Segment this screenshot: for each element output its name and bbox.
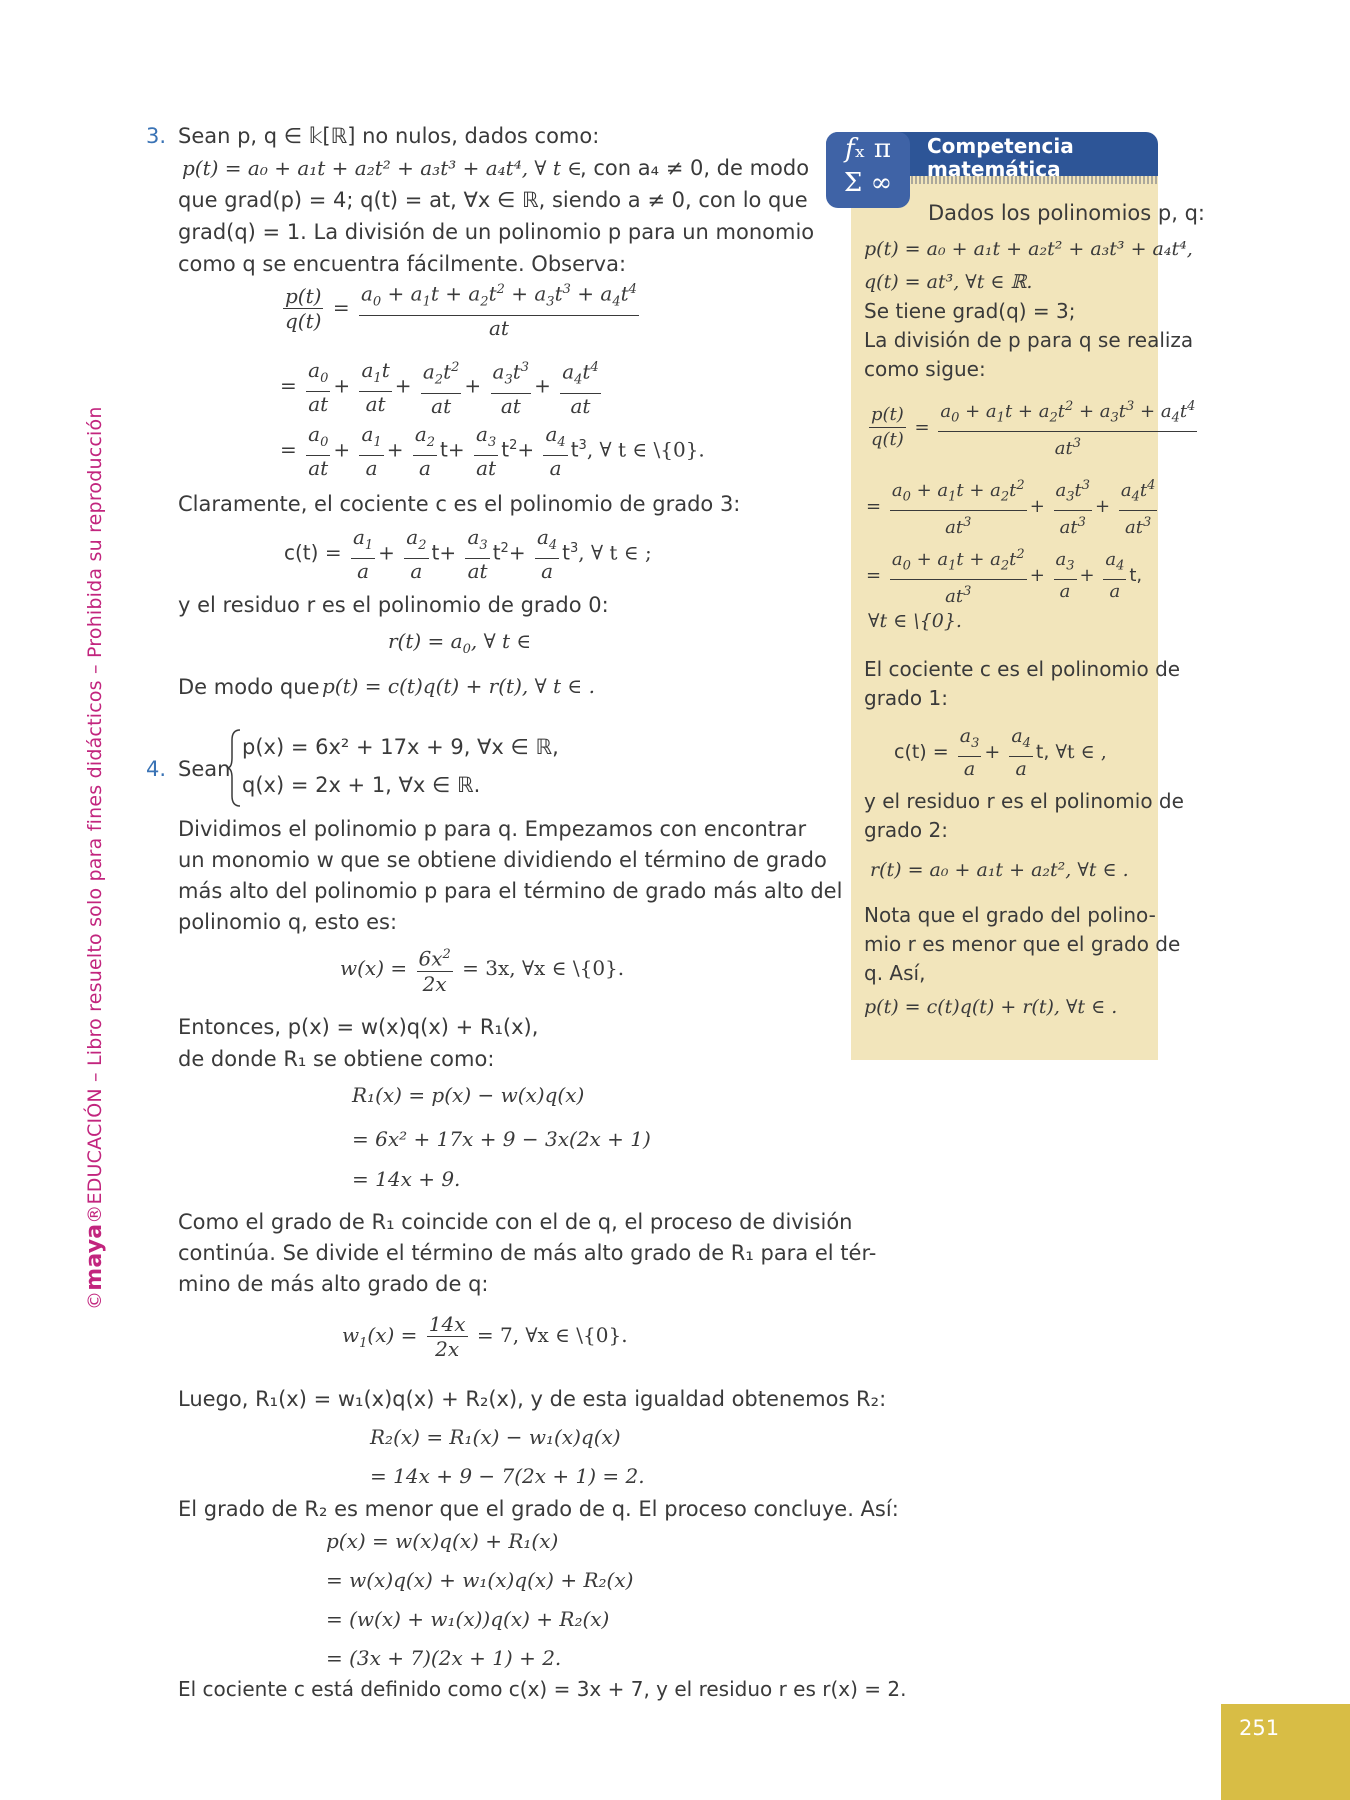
ex3-line-4: como q se encuentra fácilmente. Observa:	[178, 252, 627, 276]
box-line-3: q(t) = at³, ∀t ∈ ℝ.	[864, 271, 1033, 293]
ex4-middle-2: continúa. Se divide el término de más alto grado de R₁ para el tér-	[178, 1241, 877, 1265]
box-line-5: La división de p para q se realiza	[864, 328, 1194, 352]
box-residue-eq: r(t) = a₀ + a₁t + a₂t², ∀t ∈ .	[870, 859, 1129, 881]
ex4-line-3: más alto del polinomio p para el término de grado más alto del	[178, 879, 843, 903]
ex3-division-step-3: = $\frac{a_0}{at}$ + $\frac{a_1}{a}$ + $\frac{a_2}{a}$ t+ $\frac{a_3}{at}$ $t^2+$ $\frac{a_4}{a}$ $t^3$, ∀ t ∈ \{0}.	[280, 422, 705, 480]
box-title-1: Competencia	[927, 134, 1074, 158]
ex3-conclusion-3: De modo que	[178, 675, 320, 699]
page-number-tab	[1221, 1704, 1350, 1800]
ex4-middle-1: Como el grado de R₁ coincide con el de q, el proceso de división	[178, 1210, 853, 1234]
ex4-middle-3: mino de más alto grado de q:	[178, 1272, 489, 1296]
ex3-final-eq: p(t) = c(t)q(t) + r(t), ∀ t ∈ .	[322, 674, 595, 698]
ex4-q-def: q(x) = 2x + 1, ∀x ∈ ℝ.	[242, 773, 481, 797]
ex4-summary-2: = w(x)q(x) + w₁(x)q(x) + R₂(x)	[326, 1568, 634, 1592]
box-division-step-2: = $\frac{a_0 + a_1t + a_2t^2}{at^3}$ + $\frac{a_3t^3}{at^3}$ + $\frac{a_4t^4}{at^3}$	[866, 474, 1160, 540]
ex4-brace	[226, 728, 242, 808]
box-forall-t: ∀t ∈ \{0}.	[868, 610, 962, 632]
ex3-line-3: grad(q) = 1. La división de un polinomio p para un monomio	[178, 220, 815, 244]
box-final-eq: p(t) = c(t)q(t) + r(t), ∀t ∈ .	[864, 996, 1118, 1018]
ex3-line-2: que grad(p) = 4; q(t) = at, ∀x ∈ ℝ, siendo a ≠ 0, con lo que	[178, 188, 808, 212]
math-symbols-icon: 𝑓ₓ π Σ ∞	[826, 132, 910, 208]
page-number: 251	[1239, 1716, 1280, 1740]
ex4-luego: Luego, R₁(x) = w₁(x)q(x) + R₂(x), y de esta igualdad obtenemos R₂:	[178, 1387, 887, 1411]
ex4-de-donde: de donde R₁ se obtiene como:	[178, 1047, 495, 1071]
ex4-w1-eq: $w_1(x)$ = $\frac{14x}{2x}$ = 7, ∀x ∈ \{0}.	[342, 1312, 628, 1361]
ex3-conclusion-1: Claramente, el cociente c es el polinomio de grado 3:	[178, 492, 741, 516]
ex4-fin: El grado de R₂ es menor que el grado de q. El proceso concluye. Así:	[178, 1497, 899, 1521]
ex4-line-4: polinomio q, esto es:	[178, 910, 398, 934]
box-division-step-1: $\frac{p(t)}{q(t)}$ = $\frac{a_0 + a_1t + a_2t^2 + a_3t^3 + a_4t^4}{at^3}$	[866, 395, 1200, 461]
box-line-11: Nota que el grado del polino-	[864, 903, 1156, 927]
box-division-step-3: = $\frac{a_0 + a_1t + a_2t^2}{at^3}$ + $\frac{a_3}{a}$ + $\frac{a_4}{a}$ t,	[866, 543, 1142, 609]
registered-symbol: ®	[84, 1204, 106, 1224]
ex3-quotient-eq: c(t) = $\frac{a_1}{a}$ + $\frac{a_2}{a}$ t+ $\frac{a_3}{at}$ $t^2+$ $\frac{a_4}{a}$ $t^3$, ∀ t ∈ ;	[284, 525, 652, 583]
ex4-r1-step-3: = 14x + 9.	[352, 1167, 461, 1191]
ex4-last: El cociente c está definido como c(x) = 3x + 7, y el residuo r es r(x) = 2.	[178, 1677, 907, 1701]
exercise-4-number: 4.	[146, 757, 167, 781]
box-line-8: grado 1:	[864, 686, 948, 710]
box-quotient-eq: c(t) = $\frac{a_3}{a}$ + $\frac{a_4}{a}$ t, ∀t ∈ ,	[894, 725, 1107, 780]
brand-logo: maya	[82, 1223, 107, 1291]
box-line-9: y el residuo r es el polinomio de	[864, 789, 1184, 813]
exercise-3-intro: Sean p, q ∈ 𝕜[ℝ] no nulos, dados como:	[178, 124, 600, 148]
box-line-6: como sigue:	[864, 357, 986, 381]
side-label-text: EDUCACIÓN – Libro resuelto solo para fines didácticos – Prohibida su reproducción	[84, 406, 106, 1205]
ex4-summary-4: = (3x + 7)(2x + 1) + 2.	[326, 1646, 562, 1670]
exercise-3-number: 3.	[146, 124, 167, 148]
ex4-line-2: un monomio w que se obtiene dividiendo el término de grado	[178, 848, 827, 872]
ex4-r1-step-1: R₁(x) = p(x) − w(x)q(x)	[352, 1083, 585, 1107]
ex3-residue-eq: $r(t) = a_0$, ∀ t ∈	[388, 629, 532, 657]
ex4-p-def: p(x) = 6x² + 17x + 9, ∀x ∈ ℝ,	[242, 735, 559, 759]
copyright-symbol: ©	[84, 1290, 106, 1310]
ex4-summary-3: = (w(x) + w₁(x))q(x) + R₂(x)	[326, 1607, 610, 1631]
ex3-division-step-1: $\frac{p(t)}{q(t)}$ = $\frac{a_0 + a_1t + a_2t^2 + a_3t^3 + a_4t^4}{at}$	[280, 278, 642, 340]
ex4-r2-step-2: = 14x + 9 − 7(2x + 1) = 2.	[370, 1464, 645, 1488]
box-line-2: p(t) = a₀ + a₁t + a₂t² + a₃t³ + a₄t⁴,	[864, 238, 1193, 260]
box-line-7: El cociente c es el polinomio de	[864, 657, 1181, 681]
ex4-sean: Sean	[178, 757, 231, 781]
ex4-summary-1: p(x) = w(x)q(x) + R₁(x)	[326, 1529, 559, 1553]
ex3-polynomial-def: p(t) = a₀ + a₁t + a₂t² + a₃t³ + a₄t⁴, ∀ t ∈	[182, 156, 583, 180]
box-line-1: Dados los polinomios p, q:	[928, 201, 1205, 225]
ex4-r1-step-2: = 6x² + 17x + 9 − 3x(2x + 1)	[352, 1127, 651, 1151]
box-line-13: q. Así,	[864, 961, 926, 985]
ex4-r2-step-1: R₂(x) = R₁(x) − w₁(x)q(x)	[370, 1425, 621, 1449]
box-line-4: Se tiene grad(q) = 3;	[864, 299, 1076, 323]
box-title-2: matemática	[927, 157, 1061, 181]
ex4-w-eq: w(x) = $\frac{6x^2}{2x}$ = 3x, ∀x ∈ \{0}.	[340, 943, 624, 996]
side-copyright-label	[82, 406, 107, 1310]
ex3-def-tail: , con a₄ ≠ 0, de modo	[580, 156, 810, 180]
ex4-entonces: Entonces, p(x) = w(x)q(x) + R₁(x),	[178, 1015, 539, 1039]
box-line-10: grado 2:	[864, 818, 948, 842]
box-line-12: mio r es menor que el grado de	[864, 932, 1181, 956]
ex3-conclusion-2: y el residuo r es el polinomio de grado 0:	[178, 593, 609, 617]
ex3-division-step-2: = $\frac{a_0}{at}$ + $\frac{a_1t}{at}$ + $\frac{a_2t^2}{at}$ + $\frac{a_3t^3}{at}$ + $\frac{a_4t^4}{at}$	[280, 357, 599, 418]
ex4-line-1: Dividimos el polinomio p para q. Empezamos con encontrar	[178, 817, 807, 841]
